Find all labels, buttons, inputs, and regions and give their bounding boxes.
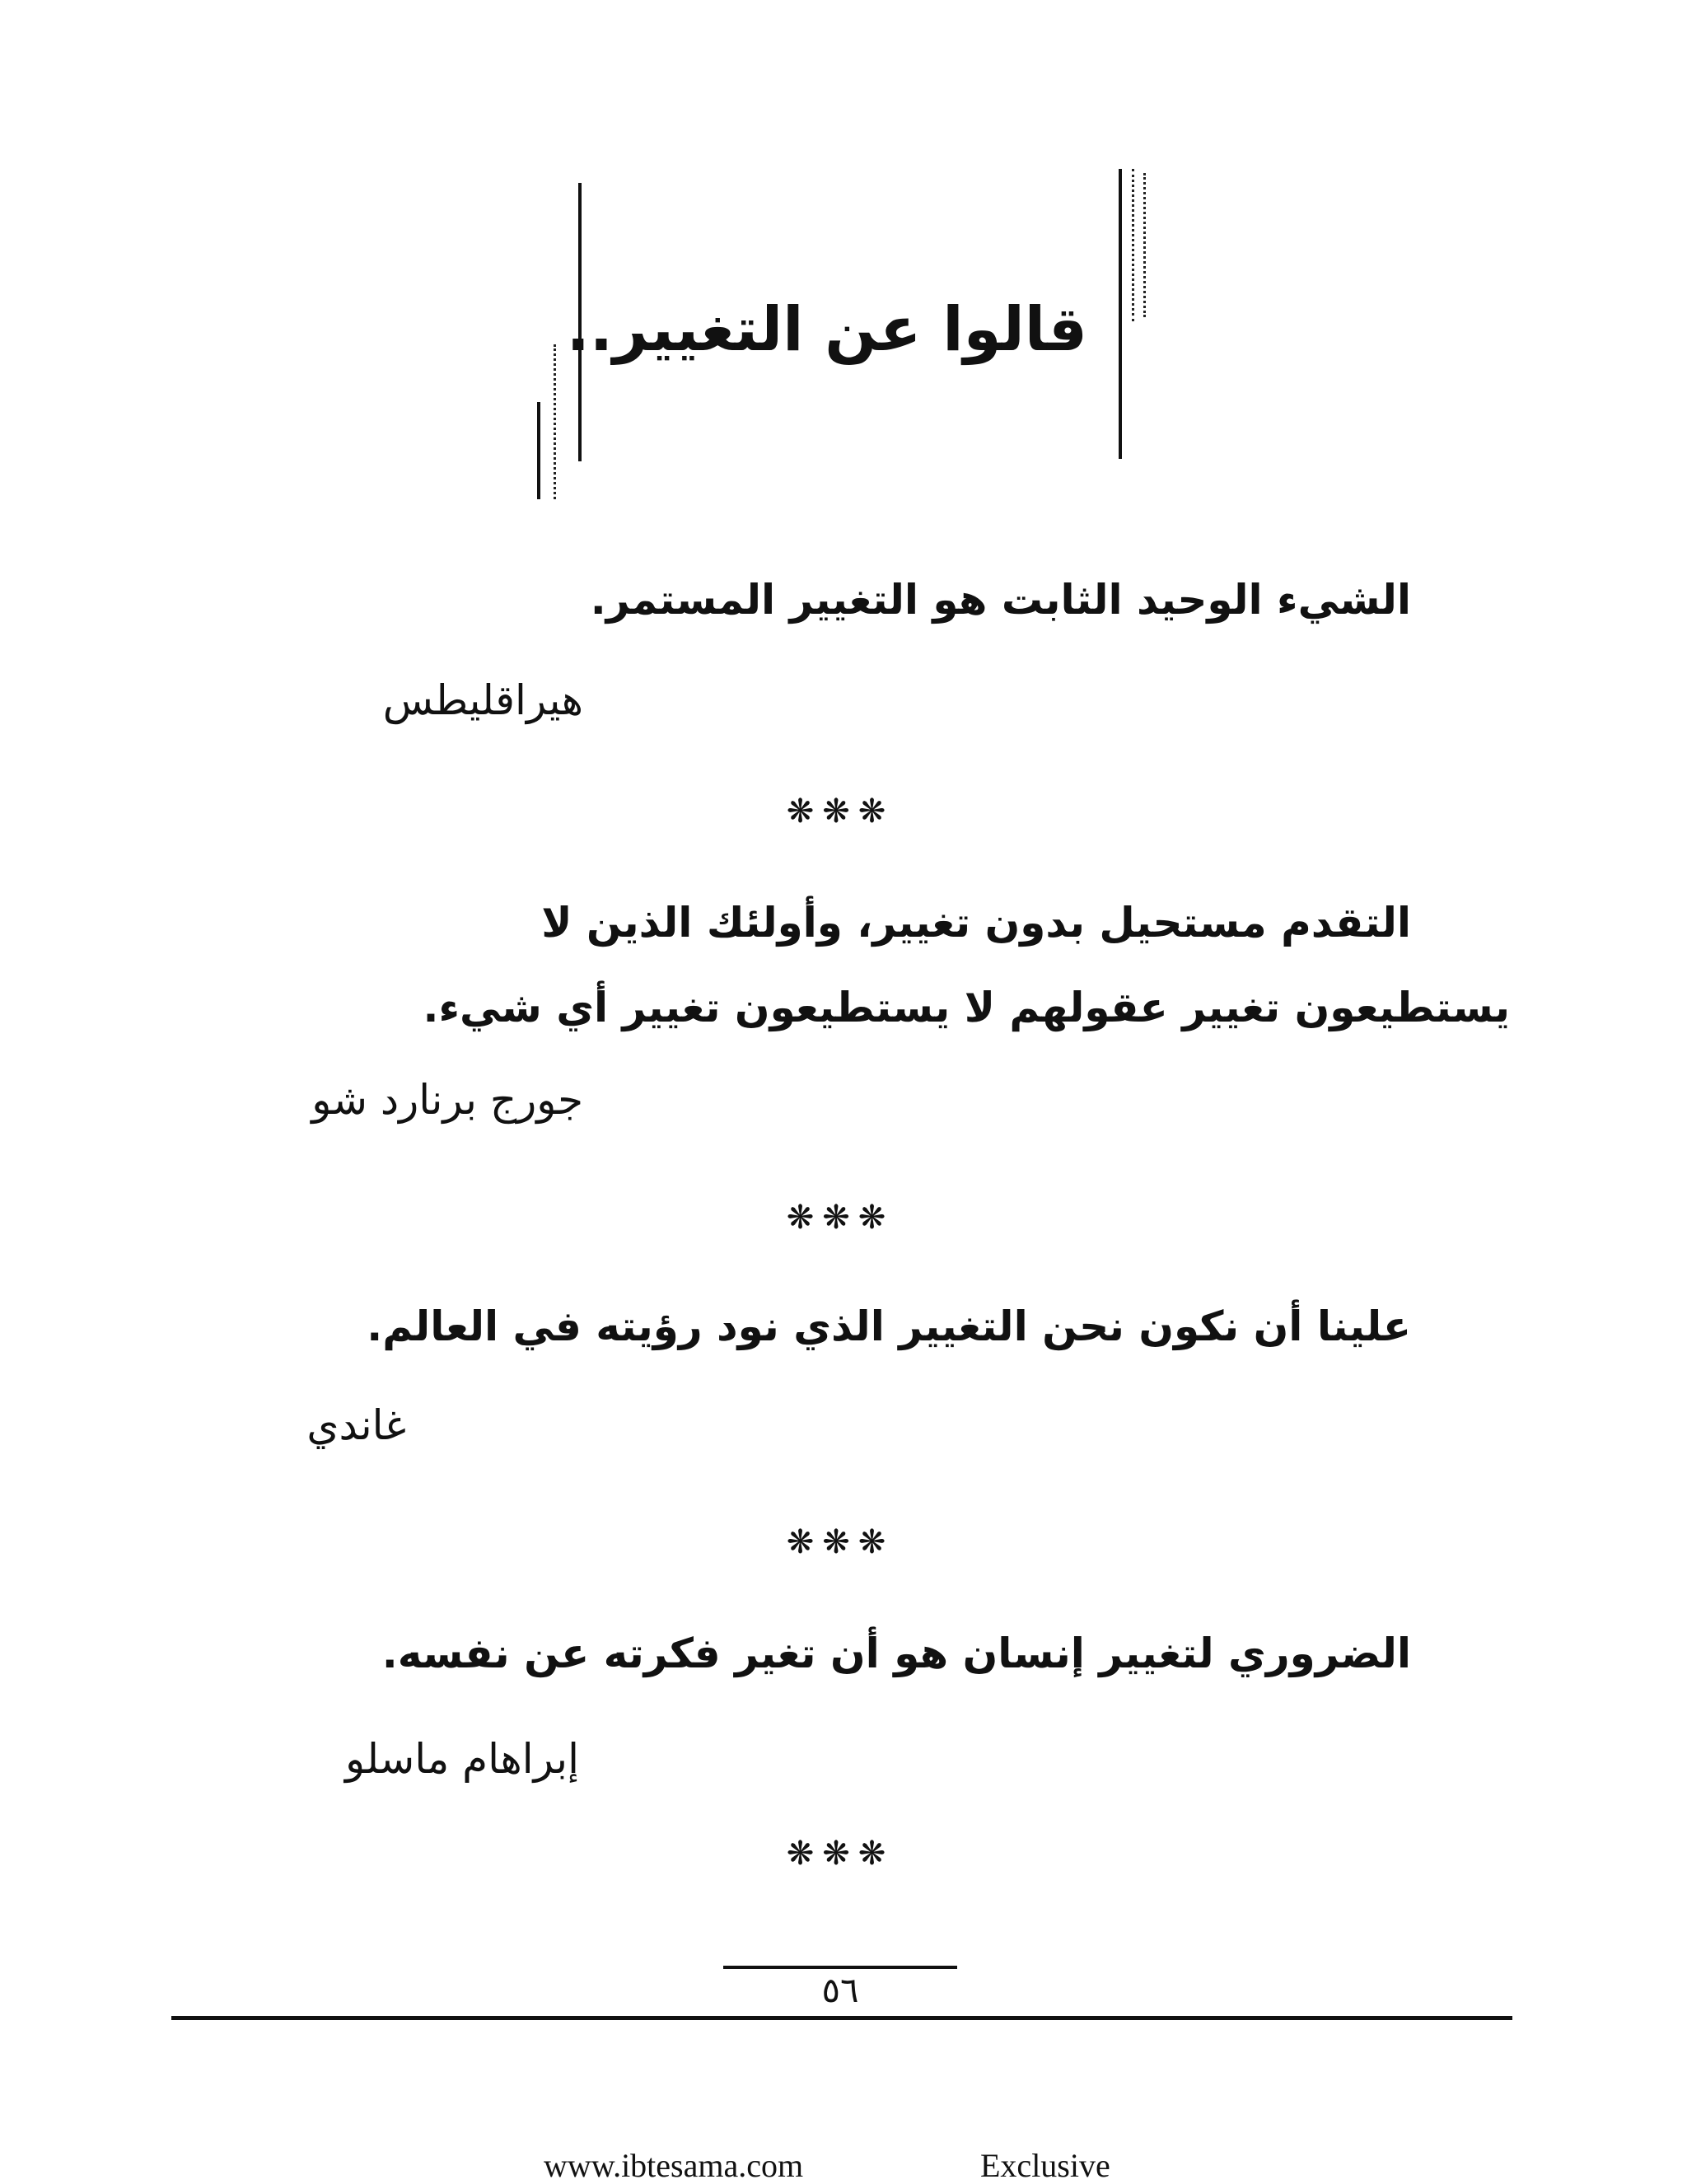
quote-2-line-1: التقدم مستحيل بدون تغيير، وأولئك الذين لا [541,899,1411,947]
quote-3-author: غاندي [306,1401,406,1449]
quote-4-author: إبراهام ماسلو [344,1735,579,1783]
separator-3: ❋❋❋ [786,1523,895,1561]
quote-2-line-2: يستطيعون تغيير عقولهم لا يستطيعون تغيير أي شيء. [423,984,1510,1031]
separator-4: ❋❋❋ [786,1835,895,1873]
title-frame-left-inner-line [537,402,540,499]
quote-3-line-1: علينا أن نكون نحن التغيير الذي نود رؤيته في العالم. [367,1302,1411,1350]
title-frame-right-dots-2 [1143,173,1146,317]
separator-2: ❋❋❋ [786,1199,895,1237]
page-number: ٥٦ [821,1970,859,2010]
title-frame-left-dots [554,344,556,499]
footer-website[interactable]: www.ibtesama.com [544,2147,804,2184]
title-frame-right-dots [1132,169,1134,321]
footer-exclusive-tag: Exclusive [980,2147,1110,2184]
quote-1-author: هيراقليطس [382,676,583,724]
page-title: قالوا عن التغيير.. [566,294,1087,365]
separator-1: ❋❋❋ [786,793,895,830]
quote-1-line-1: الشيء الوحيد الثابت هو التغيير المستمر. [590,576,1411,624]
title-frame-right-line [1119,169,1122,459]
quote-2-author: جورج برنارد شو [311,1076,583,1124]
quote-4-line-1: الضروري لتغيير إنسان هو أن تغير فكرته عن نفسه. [381,1630,1411,1677]
footer-rule [171,2016,1512,2020]
